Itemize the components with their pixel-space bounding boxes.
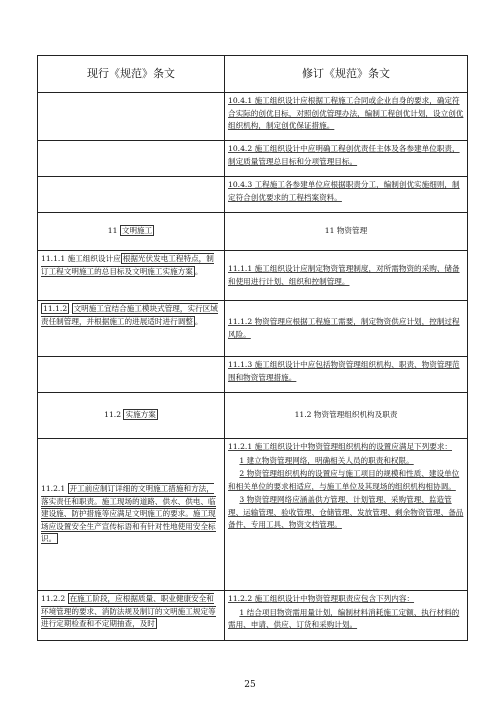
clause-number: 11.1.1 <box>41 254 66 263</box>
clause-text-boxed: 开工前应制订详细的文明施工措施和方法，落实责任和职责。施工现场的道路、供水、供电、临建设施、防护措施等应满足文明施工的要求。施工现场应设置安全生产宣传标语和有针对性地使用安全标识。 <box>41 484 216 544</box>
clause-text: 。 <box>194 316 203 326</box>
clause-text: 11.1.2 物资管理应根据工程施工需要，制定物资供应计划，控制过程风险。 <box>228 317 460 339</box>
comparison-table <box>37 55 468 641</box>
section-row <box>38 393 468 439</box>
clause-item: 3 物资管理网络应涵盖供方管理、计划管理、采购管理、监造管理、运输管理、验收管理、仓储管理、发放管理、剩余物资管理、备品备件、专用工具、物资文档管理。 <box>228 495 464 529</box>
clause-11-1-3-revised <box>225 357 468 393</box>
clause-text: 10.4.3 工程施工各参建单位应根据职责分工，编制创优实施细则，制定符合创优要求的工程档案资料。 <box>228 180 460 202</box>
section-11-current <box>38 213 225 251</box>
header-revised: 修订《规范》条文 <box>225 56 468 93</box>
section-11-revised <box>225 213 468 251</box>
clause-intro: 11.2.2 施工组织设计中物资管理职责应包含下列内容： <box>228 594 415 603</box>
clause-item: 1 建立物资管理网络，明确相关人员的职责和权限。 <box>239 455 414 465</box>
clause-11-1-1-revised <box>225 251 468 301</box>
table-row <box>38 301 468 357</box>
clause-10-4-2 <box>225 141 468 177</box>
section-title: 实施方案 <box>125 410 156 420</box>
table-row <box>38 251 468 301</box>
clause-number: 11.1.2 <box>43 304 68 313</box>
section-11-2-revised <box>225 393 468 439</box>
clause-text: 10.4.2 施工组织设计中应明确工程创优责任主体及各参建单位职责，制定质量管理总目标和分项管理目标。 <box>228 144 460 166</box>
clause-text-boxed: 根据光伏发电工程特点，制订工程文明施工的总目标及文明施工实施方案 <box>41 254 214 276</box>
clause-text-boxed: 文明施工宜结合施工模块式管理，实行区域责任制管理，并根据施工的进展适时进行调整 <box>41 304 218 326</box>
table-row <box>38 591 468 641</box>
left-cell-empty <box>38 177 225 213</box>
clause-10-4-3 <box>225 177 468 213</box>
table-row <box>38 141 468 177</box>
clause-text: 11.1.3 施工组织设计中应包括物资管理组织机构、职责、物资管理范围和物资管理措施。 <box>228 360 460 382</box>
clause-item: 2 物资管理组织机构的设置应与施工项目的规模和性质、建设单位和相关单位的要求相适应，与施工单位及其现场的组织机构相协调。 <box>228 469 460 491</box>
clause-10-4-1 <box>225 93 468 141</box>
table-row <box>38 357 468 393</box>
clause-text: 施工组织设计应 <box>67 254 121 263</box>
table-header-row <box>38 56 468 93</box>
section-title: 文明施工 <box>121 226 153 236</box>
clause-intro: 11.2.1 施工组织设计中物资管理组织机构的设置应满足下列要求： <box>228 442 453 451</box>
table-row <box>38 177 468 213</box>
left-cell-empty <box>38 141 225 177</box>
section-11-2-current <box>38 393 225 439</box>
clause-text-boxed: 在施工阶段，应根据质量、职业健康安全和环境管理的要求、消防法规及制订的文明施工规定等进行定期检查和不定期抽查，及时 <box>41 594 216 628</box>
page-number: 25 <box>244 680 256 690</box>
clause-number: 11.2.2 <box>41 594 66 603</box>
section-title: 11 物资管理 <box>324 226 368 236</box>
clause-11-1-1-current <box>38 251 225 301</box>
clause-text: 11.1.1 施工组织设计应制定物资管理制度，对所需物资的采购、储备和使用进行计划、组织和控制管理。 <box>228 264 460 286</box>
left-cell-empty <box>38 357 225 393</box>
clause-item: 1 结合项目物资需用量计划，编制材料消耗施工定额、执行材料的需用、申请、供应、订货和采购计划。 <box>228 607 460 629</box>
clause-11-1-2-current <box>38 301 225 357</box>
clause-text: 10.4.1 施工组织设计应根据工程施工合同或企业自身的要求，确定符合实际的创优目标，对照创优管理办法，编制工程创优计划，设立创优组织机构，制定创优保证措施。 <box>228 96 464 130</box>
section-number: 11 <box>107 226 118 236</box>
table-row <box>38 93 468 141</box>
table-row <box>38 439 468 591</box>
clause-text: 。 <box>194 266 203 276</box>
header-current: 现行《规范》条文 <box>38 56 225 93</box>
clause-11-2-2-current <box>38 591 225 641</box>
section-number: 11.2 <box>104 410 122 420</box>
clause-11-2-1-current <box>38 439 225 591</box>
clause-11-2-1-revised <box>225 439 468 591</box>
clause-11-1-2-revised <box>225 301 468 357</box>
clause-number: 11.2.1 <box>41 484 66 494</box>
section-row <box>38 213 468 251</box>
clause-11-2-2-revised <box>225 591 468 641</box>
section-title: 11.2 物资管理组织机构及职责 <box>294 410 398 420</box>
left-cell-empty <box>38 93 225 141</box>
